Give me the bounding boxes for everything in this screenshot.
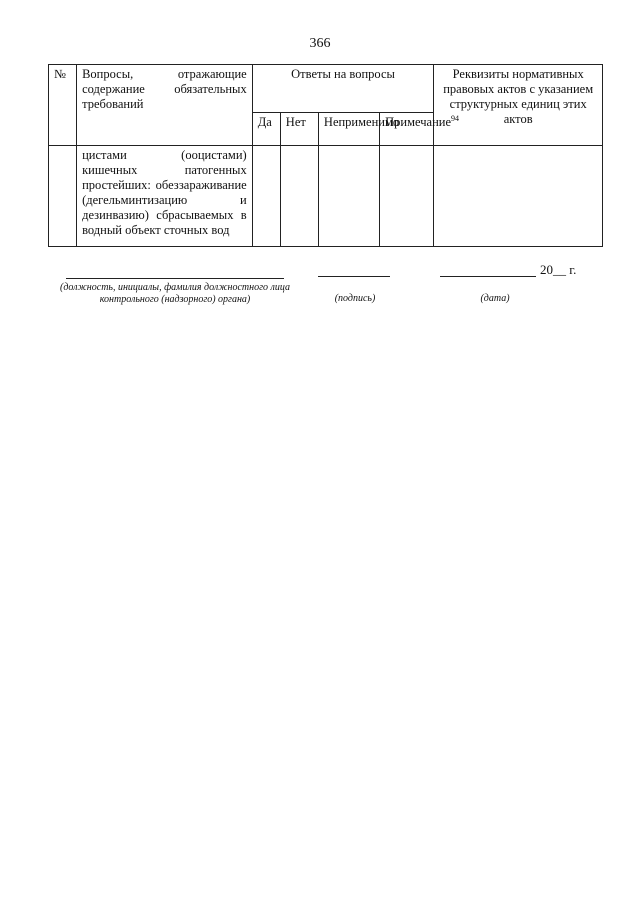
header-not-applicable: Неприменимо: [318, 112, 379, 145]
cell-requisites[interactable]: [434, 146, 603, 247]
checklist-table: [48, 64, 603, 247]
cell-question: цистами (ооцистами) кишечных патогенных простейших: обеззараживание (дегельминтизацию и дезинвазию) сбрасываемых в водный объект сточных вод: [77, 146, 253, 247]
signature-line[interactable]: [318, 276, 390, 277]
header-yes: Да: [252, 112, 280, 145]
header-no: Нет: [280, 112, 318, 145]
date-line[interactable]: [440, 276, 536, 277]
cell-note[interactable]: [380, 146, 434, 247]
header-requisites: Реквизиты нормативных правовых актов с указанием структурных единиц этих актов: [434, 65, 603, 146]
cell-no[interactable]: [280, 146, 318, 247]
header-number: №: [49, 65, 77, 146]
position-caption: (должность, инициалы, фамилия должностного лица контрольного (надзорного) органа): [60, 282, 290, 305]
header-note-footnote: 94: [451, 113, 460, 123]
header-questions: Вопросы, отражающие содержание обязательных требований: [77, 65, 253, 146]
header-answers: Ответы на вопросы: [252, 65, 434, 113]
date-caption: (дата): [480, 293, 510, 304]
signature-caption: (подпись): [334, 293, 376, 304]
cell-not-applicable[interactable]: [318, 146, 379, 247]
header-note-label: Примечание: [385, 114, 452, 129]
cell-number: [49, 146, 77, 247]
page-number: 366: [309, 36, 331, 51]
header-note: [380, 112, 460, 145]
year-text: 20__ г.: [540, 262, 577, 277]
table-row: [49, 146, 603, 247]
position-line[interactable]: [66, 278, 284, 279]
cell-yes[interactable]: [252, 146, 280, 247]
